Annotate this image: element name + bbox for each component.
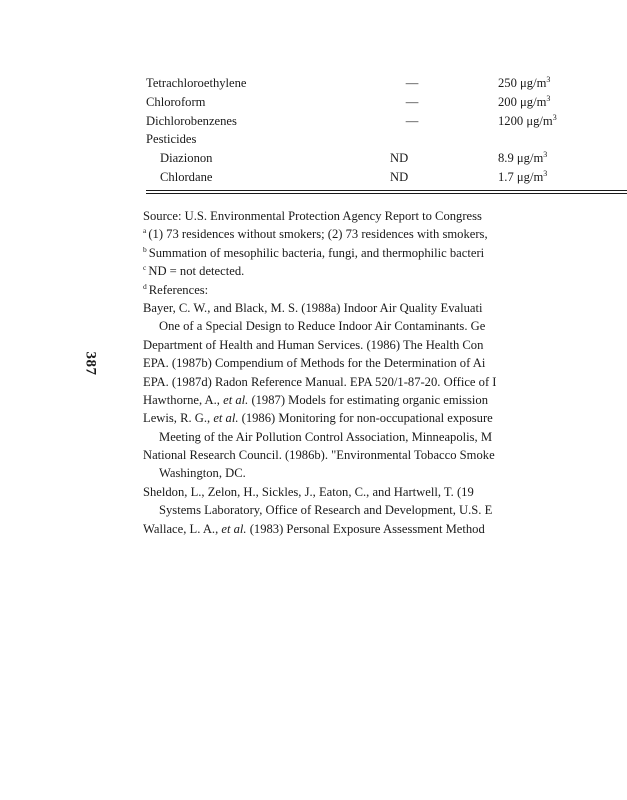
substance-value: 250 $\mu g/m^3$ — [498, 75, 551, 90]
table-row — [146, 130, 627, 149]
reference-sheldon-continued: Systems Laboratory, Office of Research and Development, U.S. E — [159, 503, 493, 518]
table-row — [146, 112, 627, 131]
footnote-c: $^c$ ND = not detected. — [143, 263, 245, 279]
table-row — [146, 168, 627, 187]
substance-indicator: ND — [390, 151, 409, 166]
footnote-d: $^d$ References: — [143, 281, 209, 297]
table-row — [146, 74, 627, 93]
substance-indicator: — — [405, 94, 419, 109]
reference-nrc-continued: Washington, DC. — [159, 466, 246, 481]
table-bottom-rule-second — [146, 193, 627, 194]
substance-value: 8.9 $\mu g/m^3$ — [498, 150, 548, 166]
table-row — [146, 149, 627, 168]
reference-nrc: National Research Council. (1986b). "Environmental Tobacco Smoke — [143, 448, 495, 463]
reference-bayer: Bayer, C. W., and Black, M. S. (1988a) Indoor Air Quality Evaluati — [143, 300, 483, 315]
substance-name: Chloroform — [146, 94, 206, 109]
table-row — [146, 93, 627, 112]
substance-name: Dichlorobenzenes — [146, 113, 237, 128]
reference-lewis: Lewis, R. G., et al. (1986) Monitoring for non-occupational exposure — [143, 411, 493, 426]
source-note: Source: U.S. Environmental Protection Agency Report to Congress — [143, 209, 482, 223]
substance-name: Tetrachloroethylene — [146, 76, 247, 90]
data-table — [146, 74, 627, 187]
reference-hawthorne: Hawthorne, A., et al. (1987) Models for estimating organic emission — [143, 392, 489, 407]
substance-value: 1200 $\mu g/m^3$ — [498, 112, 557, 128]
table-bottom-rule — [146, 190, 627, 191]
substance-value: 1.7 $\mu g/m^3$ — [498, 168, 548, 184]
reference-bayer-continued: One of a Special Design to Reduce Indoor Air Contaminants. Ge — [159, 319, 486, 334]
table-notes — [143, 207, 627, 538]
substance-indicator: — — [405, 76, 419, 90]
substance-name: Diazionon — [160, 151, 213, 166]
substance-indicator: ND — [390, 169, 409, 184]
substance-name: Chlordane — [160, 169, 213, 184]
substance-value: 200 $\mu g/m^3$ — [498, 93, 551, 109]
reference-sheldon: Sheldon, L., Zelon, H., Sickles, J., Eaton, C., and Hartwell, T. (19 — [143, 484, 474, 499]
reference-dhhs: Department of Health and Human Services. (1986) The Health Con — [143, 337, 484, 352]
reference-wallace: Wallace, L. A., et al. (1983) Personal Exposure Assessment Method — [143, 521, 485, 536]
reference-epa-1987d: EPA. (1987d) Radon Reference Manual. EPA 520/1-87-20. Office of I — [143, 374, 497, 389]
page-number: 387 — [82, 351, 99, 376]
reference-epa-1987b: EPA. (1987b) Compendium of Methods for the Determination of Ai — [143, 356, 486, 371]
category-name: Pesticides — [146, 132, 197, 147]
footnote-a: $^a$ (1) 73 residences without smokers; (2) 73 residences with smokers, — [143, 226, 488, 242]
substance-indicator: — — [405, 113, 419, 128]
footnote-b: $^b$ Summation of mesophilic bacteria, fungi, and thermophilic bacteri — [143, 244, 485, 260]
reference-lewis-continued: Meeting of the Air Pollution Control Association, Minneapolis, M — [159, 429, 493, 444]
